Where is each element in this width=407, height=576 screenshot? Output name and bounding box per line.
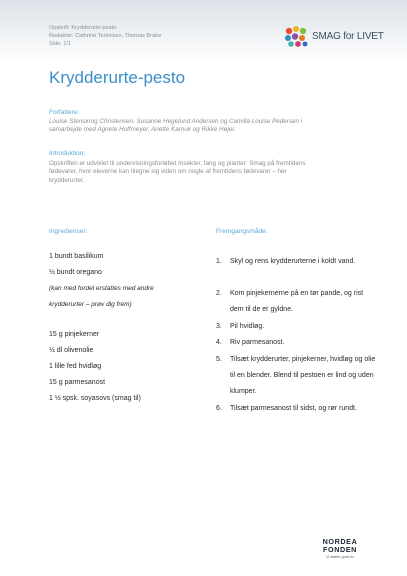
footer-logo-line: NORDEA	[322, 537, 358, 546]
step-text: Kom pinjekernerne på en tør pande, og rist dem til de er gyldne.	[230, 290, 364, 314]
ingredient-item: ½ bundt oregano	[49, 269, 102, 276]
logo-text: SMAG for LIVET	[312, 31, 384, 42]
ingredient-note: (kan med fordel erstattes med andre	[49, 285, 154, 292]
authors-label: Forfattere:	[49, 109, 80, 116]
authors-line: samarbejde med Agnete Hoffmeyer, Anette Karnuk og Rikke Højer.	[49, 126, 236, 134]
introduction-text	[49, 160, 369, 185]
introduction-label: Introduktion:	[49, 150, 86, 157]
ingredients-label: Ingredienser:	[49, 228, 88, 235]
step-number: 2.	[216, 290, 222, 297]
ingredient-note: krydderurter – prøv dig frem)	[49, 301, 132, 308]
footer-logo-line: FONDEN	[323, 545, 357, 554]
document-meta	[49, 24, 161, 48]
introduction-line: krydderurter.	[49, 176, 85, 184]
step-text: Pil hvidløg.	[230, 323, 265, 330]
step-text: Riv parmesanost.	[230, 339, 285, 346]
step-text: Tilsæt parmesanost til sidst, og rør rundt.	[230, 405, 357, 412]
ingredient-item: 1 lille fed hvidløg	[49, 363, 102, 370]
ingredient-item: ½ dl olivenolie	[49, 347, 94, 354]
footer-tagline: Vi støtter gode liv	[326, 555, 354, 559]
ingredient-item: 1 bundt basilikum	[49, 253, 104, 260]
meta-recipe: Opskrift: Krydderurte-pesto	[49, 25, 117, 31]
authors-line: Louise Stenskrog Christensen, Susanne Hegelund Andersen og Camilla Louise Pedersen i	[49, 118, 303, 125]
introduction-line: Opskriften er udviklet til undervisningsforløbet Insekter, tang og planter: Smag på fremtidens	[49, 160, 306, 167]
step-number: 4.	[216, 339, 222, 346]
ingredient-item: 1 ½ spsk. soyasovs (smag til)	[49, 395, 141, 402]
step-number: 3.	[216, 323, 222, 330]
authors-text	[49, 118, 369, 135]
ingredient-item: 15 g pinjekerner	[49, 331, 100, 338]
meta-page: Side: 1/1	[49, 41, 72, 47]
logo-emblem-icon	[283, 24, 311, 50]
step-number: 5.	[216, 356, 222, 363]
recipe-title: Krydderurte-pesto	[49, 68, 186, 87]
method-label: Fremgangsmåde:	[216, 228, 268, 235]
step-text: Tilsæt krydderurter, pinjekerner, hvidløg og olie til en blender. Blend til pestoen er lind og uden klumper.	[230, 356, 376, 396]
step-text: Skyl og rens krydderurterne i koldt vand.	[230, 258, 356, 265]
introduction-line: fødevarer, hvor eleverne kan tilegne sig viden om nogle af fremtidens fødevarer – her	[49, 168, 287, 176]
step-number: 6.	[216, 405, 222, 412]
step-number: 1.	[216, 258, 222, 265]
nordea-fonden-logo	[318, 538, 362, 564]
smag-for-livet-logo	[283, 24, 384, 50]
ingredient-item: 15 g parmesanost	[49, 379, 106, 386]
meta-editor: Redaktør: Cathrine Terkelsen, Thomas Brahe	[49, 33, 162, 39]
